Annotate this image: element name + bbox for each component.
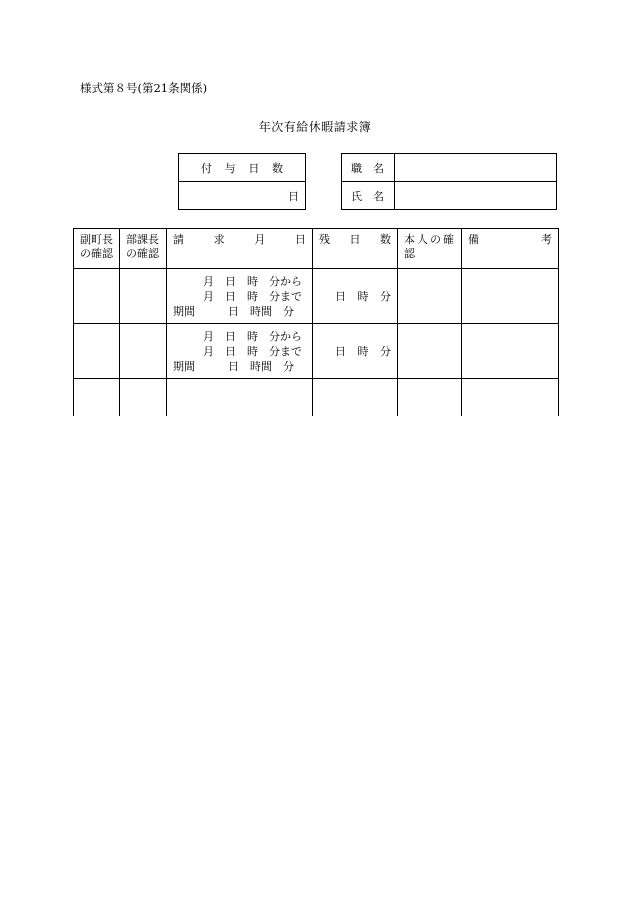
grant-days-unit: 日 [288,189,299,203]
self-confirm-cell[interactable] [398,379,462,417]
remarks-cell[interactable] [462,269,559,324]
unit-minute: 分 [380,290,391,303]
form-number-label: 様式第８号(第21条関係) [80,81,208,95]
table-row [74,324,559,379]
header-section-chief: 部課長の確認 [120,229,167,269]
grant-days-label [179,154,306,182]
unit-hour: 時 [357,290,369,303]
post-label-char: 職 [351,161,362,175]
header-remaining [313,229,398,269]
header-char: 考 [541,233,552,246]
remaining-days-cell[interactable] [313,324,398,379]
grant-label-char: 与 [224,161,236,175]
post-label-char: 名 [373,161,384,175]
request-period-cell[interactable] [167,379,313,417]
header-char: 備 [468,233,479,246]
table-row [74,269,559,324]
section-chief-cell[interactable] [120,379,167,417]
period-label: 期間 [173,359,195,373]
unit-day: 日 [335,345,346,358]
name-label-char: 名 [373,189,384,203]
period-label: 期間 [173,304,195,318]
period-duration [173,304,306,319]
grant-label-char: 数 [271,161,283,175]
vice-mayor-cell[interactable] [74,324,120,379]
vice-mayor-cell[interactable] [74,269,120,324]
name-field[interactable] [395,182,557,210]
remaining-days-cell[interactable] [313,379,398,417]
period-duration-units: 日 時間 分 [228,304,294,318]
header-char: 数 [380,233,391,246]
section-chief-cell[interactable] [120,324,167,379]
period-duration-units: 日 時間 分 [228,359,294,373]
vice-mayor-cell[interactable] [74,379,120,417]
request-period-cell[interactable] [167,324,313,379]
leave-request-table [73,228,559,416]
period-to: 月 日 時 分まで [203,344,302,358]
table-row [74,379,559,417]
header-remarks [462,229,559,269]
unit-minute: 分 [380,345,391,358]
header-char: 残 [319,233,330,246]
section-chief-cell[interactable] [120,269,167,324]
header-char: 日 [294,233,306,246]
self-confirm-cell[interactable] [398,269,462,324]
grant-days-box [178,153,306,210]
remarks-cell[interactable] [462,379,559,417]
header-char: 日 [349,233,361,246]
request-period-cell[interactable] [167,269,313,324]
name-label [342,182,395,210]
period-to: 月 日 時 分まで [203,289,302,303]
post-field[interactable] [395,154,557,182]
remaining-days-cell[interactable] [313,269,398,324]
header-self-confirm: 本人の確認 [398,229,462,269]
period-from: 月 日 時 分から [203,329,302,343]
remarks-cell[interactable] [462,324,559,379]
header-char: 求 [213,233,225,246]
unit-day: 日 [335,290,346,303]
period-from: 月 日 時 分から [203,274,302,288]
unit-hour: 時 [357,345,369,358]
name-label-char: 氏 [351,189,362,203]
grant-days-value[interactable] [179,182,306,210]
post-label [342,154,395,182]
self-confirm-cell[interactable] [398,324,462,379]
header-char: 月 [254,233,266,246]
grant-label-char: 付 [201,161,212,175]
header-char: 請 [173,233,184,246]
period-duration [173,359,306,374]
document-title: 年次有給休暇請求簿 [258,120,372,134]
grant-label-char: 日 [248,161,260,175]
table-header-row [74,229,559,269]
header-request-date [167,229,313,269]
header-vice-mayor: 副町長の確認 [74,229,120,269]
employee-info-box [341,153,557,210]
